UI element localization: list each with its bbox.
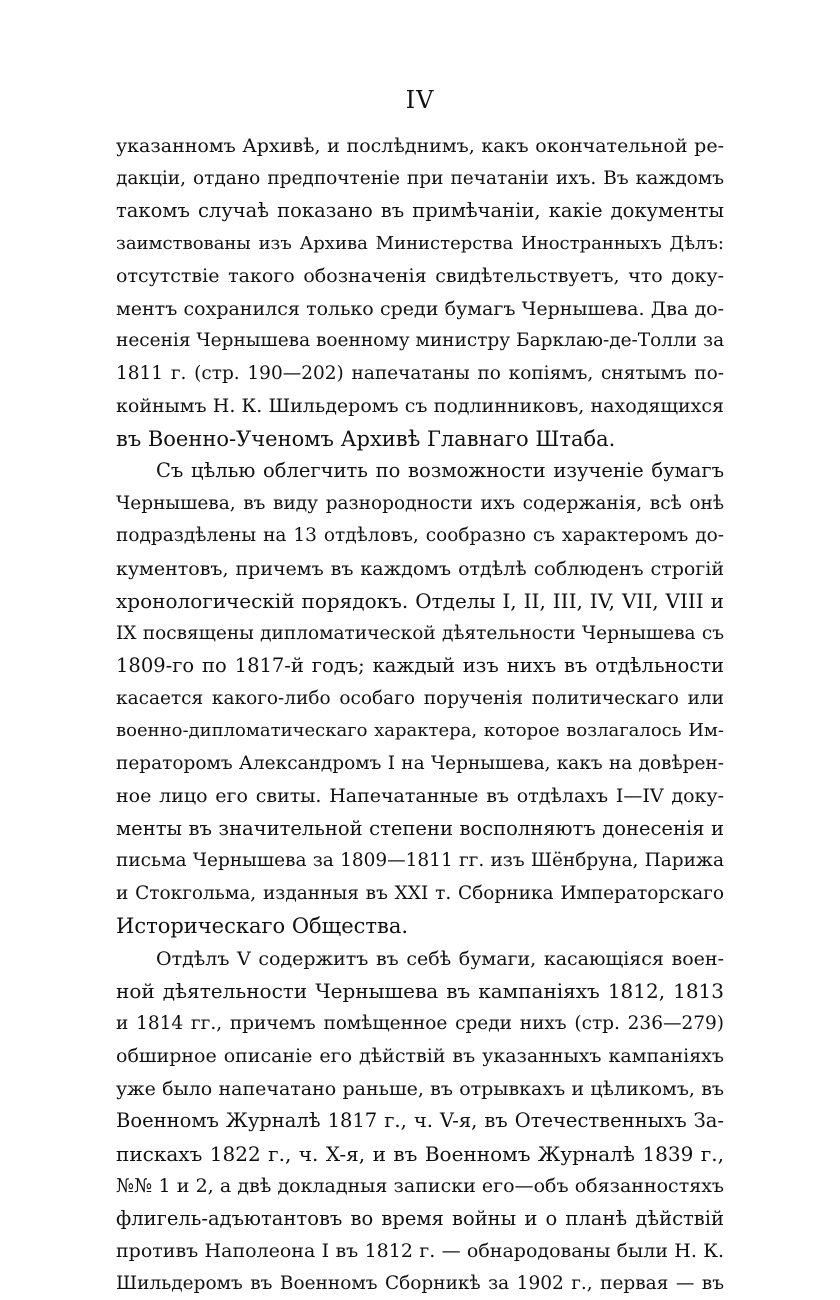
text-line: военно-дипломатическаго характера, которое возлагалось Им- [116, 715, 724, 748]
text-line: 1811 г. (стр. 190—202) напечатаны по копіямъ, снятымъ по- [116, 358, 724, 391]
text-line: противъ Наполеона I въ 1812 г. — обнародованы были Н. К. [116, 1235, 724, 1268]
paragraph-first-line: Отдѣлъ V содержитъ въ себѣ бумаги, касающіяся воен- [116, 943, 724, 976]
text-line: отсутствіе такого обозначенія свидѣтельствуетъ, что доку- [116, 260, 724, 293]
text-line: въ Военно-Ученомъ Архивѣ Главнаго Штаба. [116, 423, 724, 456]
text-line: Шильдеромъ въ Военномъ Сборникѣ за 1902 г., первая — въ [116, 1268, 724, 1300]
text-line: койнымъ Н. К. Шильдеромъ съ подлинниковъ, находящихся [116, 390, 724, 423]
text-line: указанномъ Архивѣ, и послѣднимъ, какъ окончательной ре- [116, 130, 724, 163]
text-line: касается какого-либо особаго порученія политическаго или [116, 683, 724, 716]
text-line: менты въ значительной степени восполняютъ донесенія и [116, 813, 724, 846]
text-line: флигель-адъютантовъ во время войны и о планѣ дѣйствій [116, 1203, 724, 1236]
text-line: такомъ случаѣ показано въ примѣчаніи, какіе документы [116, 195, 724, 228]
text-line: подраздѣлены на 13 отдѣловъ, сообразно съ характеромъ до- [116, 520, 724, 553]
text-line: №№ 1 и 2, а двѣ докладныя записки его—объ обязанностяхъ [116, 1170, 724, 1203]
body-text [116, 130, 724, 1300]
text-line: ное лицо его свиты. Напечатанные въ отдѣлахъ I—IV доку- [116, 780, 724, 813]
text-line: хронологическій порядокъ. Отделы I, II, III, IV, VII, VIII и [116, 585, 724, 618]
text-line: письма Чернышева за 1809—1811 гг. изъ Шёнбруна, Парижа [116, 845, 724, 878]
text-line: 1809-го по 1817-й годъ; каждый изъ нихъ въ отдѣльности [116, 650, 724, 683]
text-line: IX посвящены дипломатической дѣятельности Чернышева съ [116, 618, 724, 651]
text-line: и 1814 гг., причемъ помѣщенное среди нихъ (стр. 236—279) [116, 1008, 724, 1041]
text-line: ператоромъ Александромъ I на Чернышева, какъ на довѣрен- [116, 748, 724, 781]
text-line: ной дѣятельности Чернышева въ кампаніяхъ 1812, 1813 [116, 975, 724, 1008]
text-line: Чернышева, въ виду разнородности ихъ содержанія, всѣ онѣ [116, 488, 724, 521]
page-number: IV [0, 86, 840, 114]
text-line: кументовъ, причемъ въ каждомъ отдѣлѣ соблюденъ строгій [116, 553, 724, 586]
text-line: уже было напечатано раньше, въ отрывкахъ и цѣликомъ, въ [116, 1073, 724, 1106]
text-line: дакціи, отдано предпочтеніе при печатаніи ихъ. Въ каждомъ [116, 163, 724, 196]
text-line: заимствованы изъ Архива Министерства Иностранныхъ Дѣлъ: [116, 228, 724, 261]
text-line: несенія Чернышева военному министру Барклаю-де-Толли за [116, 325, 724, 358]
text-line: Военномъ Журналѣ 1817 г., ч. V-я, въ Отечественныхъ За- [116, 1105, 724, 1138]
text-line: ментъ сохранился только среди бумагъ Чернышева. Два до- [116, 293, 724, 326]
text-line: Историческаго Общества. [116, 910, 724, 943]
text-line: пискахъ 1822 г., ч. X-я, и въ Военномъ Журналѣ 1839 г., [116, 1138, 724, 1171]
text-line: обширное описаніе его дѣйствій въ указанныхъ кампаніяхъ [116, 1040, 724, 1073]
paragraph-first-line: Съ цѣлью облегчить по возможности изученіе бумагъ [116, 455, 724, 488]
text-line: и Стокгольма, изданныя въ XXI т. Сборника Императорскаго [116, 878, 724, 911]
